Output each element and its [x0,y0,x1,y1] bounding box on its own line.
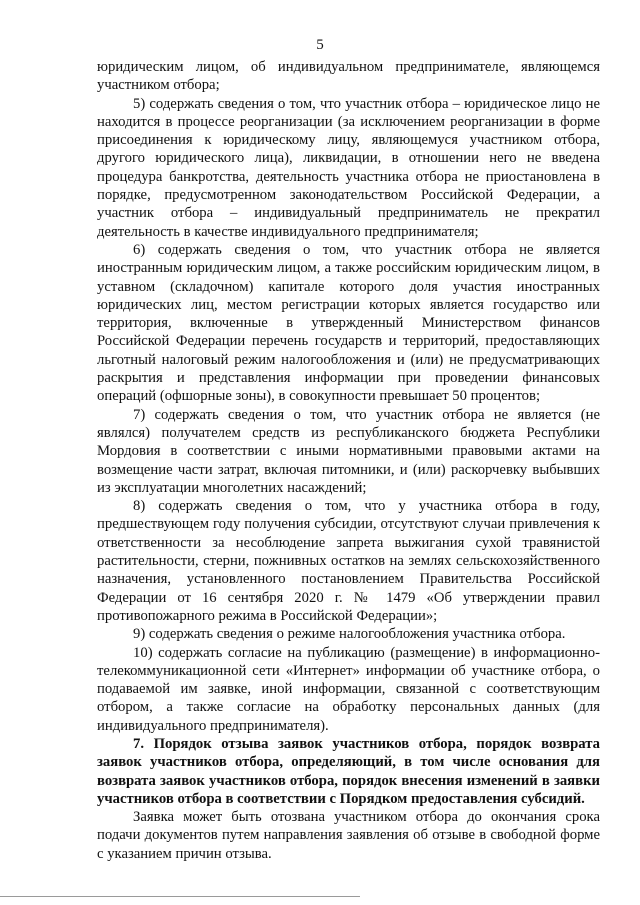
bottom-rule [0,896,360,897]
paragraph-withdrawal: Заявка может быть отозвана участником отбора до окончания срока подачи документов путем направления заявления об отзыве в свободной форме с указанием причин отзыва. [97,809,600,862]
document-body [97,58,600,863]
paragraph-item-9: 9) содержать сведения о режиме налогообложения участника отбора. [133,626,566,643]
paragraph-item-6: 6) содержать сведения о том, что участник отбора не является иностранным юридическим лицом, а также российским юридическим лицом, в уставном (складочном) капитале которого доля участия иностранных юридических лиц, местом регистрации которых является государство или территория, включенные в утвержденный Министерством финансов Российской Федерации перечень государств и территорий, предоставляющих льготный налоговый режим налогообложения и (или) не предусматривающих раскрытия и представления информации при проведении финансовых операций (офшорные зоны), в совокупности превышает 50 процентов; [97,241,600,405]
page-number: 5 [316,37,324,53]
paragraph-item-10: 10) содержать согласие на публикацию (размещение) в информационно-телекоммуникационной сети «Интернет» информации об участнике отбора, о подаваемой им заявке, иной информации, связанной с соответствующим отбором, а также согласие на обработку персональных данных (для индивидуального предпринимателя). [97,644,600,734]
paragraph-item-8: 8) содержать сведения о том, что у участника отбора в году, предшествующем году получения субсидии, отсутствуют случаи привлечения к ответственности за несоблюдение запрета выжигания сухой травянистой растительности, стерни, пожнивных остатков на землях сельскохозяйственного назначения, установленного постановлением Правительства Российской Федерации от 16 сентября 2020 г. № 1479 «Об утверждении правил противопожарного режима в Российской Федерации»; [97,498,600,624]
paragraph-item-7: 7) содержать сведения о том, что участник отбора не является (не являлся) получателем средств из республиканского бюджета Республики Мордовия в соответствии с иными нормативными правовыми актами на возмещение части затрат, включая питомники, и (или) раскорчевку выбывших из эксплуатации многолетних насаждений; [97,406,600,496]
paragraph-item-5: 5) содержать сведения о том, что участник отбора – юридическое лицо не находится в процессе реорганизации (за исключением реорганизации в форме присоединения к юридическому лицу, являющемуся участником отбора, другого юридического лица), ликвидации, в отношении него не введена процедура банкротства, деятельность участника отбора не приостановлена в порядке, предусмотренном законодательством Российской Федерации, а участник отбора – индивидуальный предприниматель не прекратил деятельность в качестве индивидуального предпринимателя; [97,95,600,240]
section-heading: 7. Порядок отзыва заявок участников отбора, порядок возврата заявок участников отбора, определяющий, в том числе основания для возврата заявок участников отбора, порядок внесения изменений в заявки участников отбора в соответствии с Порядком предоставления субсидий. [97,735,600,807]
paragraph-continuation: юридическим лицом, об индивидуальном предпринимателе, являющемся участником отбора; [97,59,600,94]
